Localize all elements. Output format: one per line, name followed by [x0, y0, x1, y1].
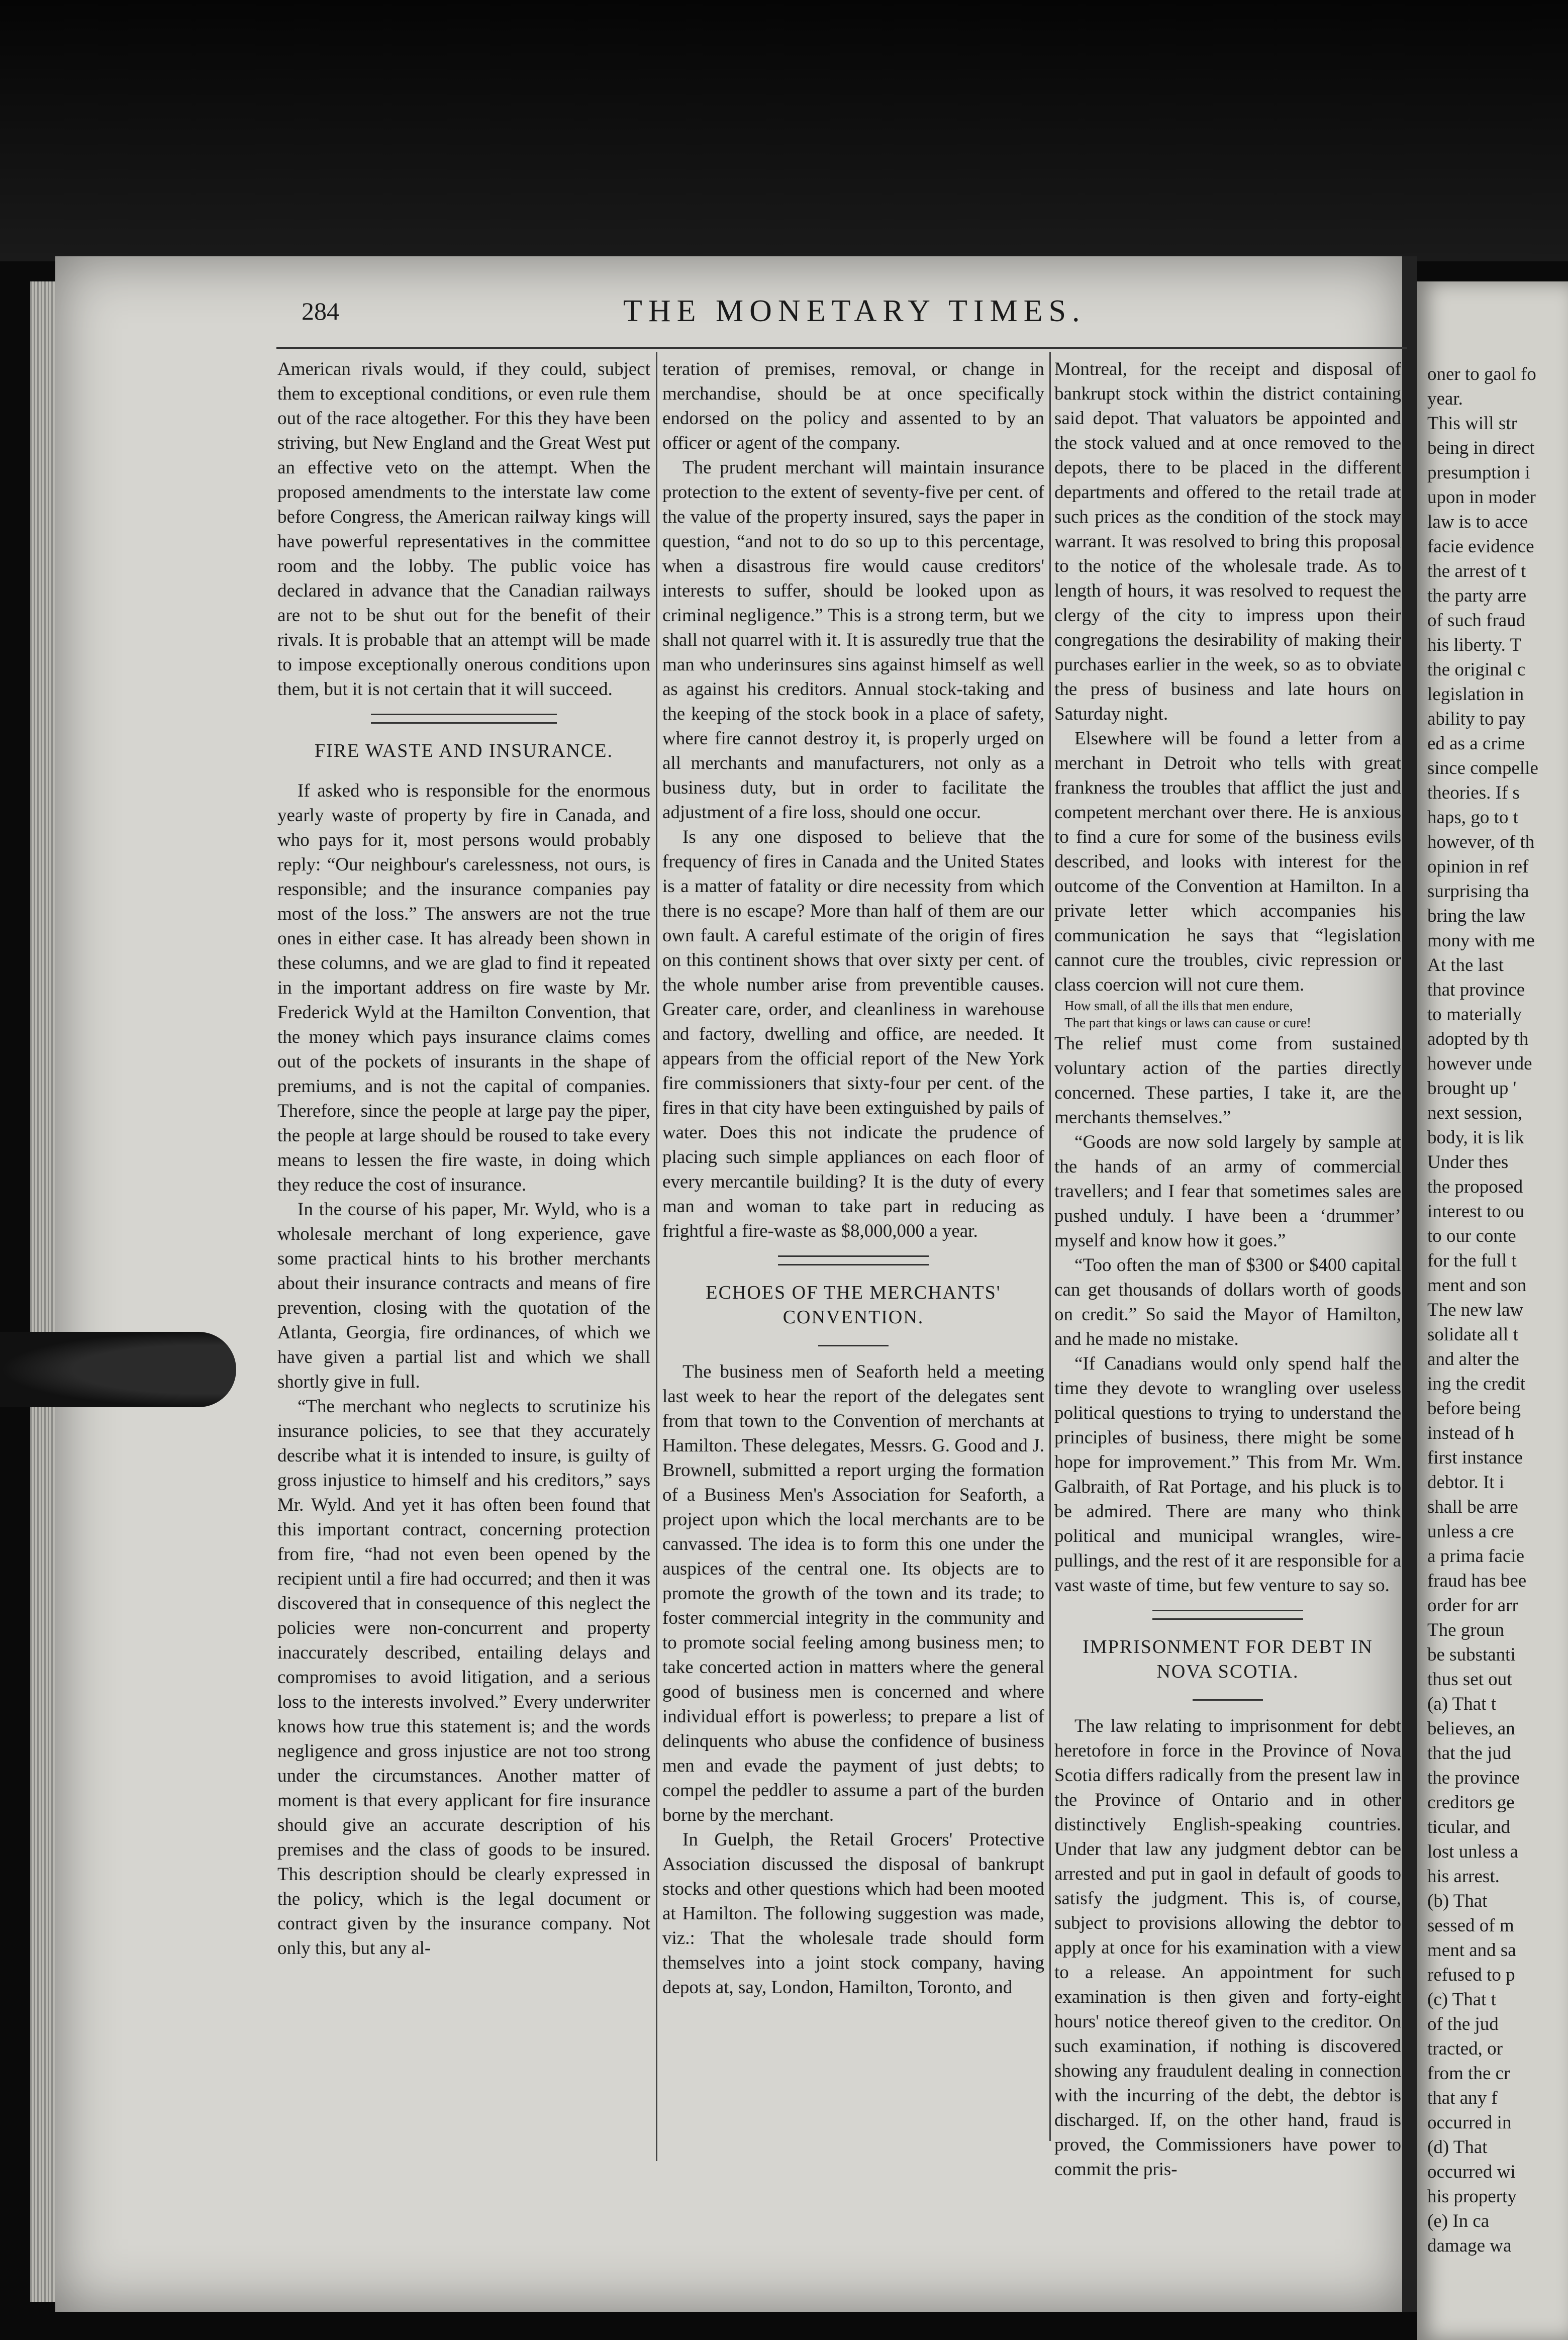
paragraph: teration of premises, removal, or change in merchandise, should be at once specifically endorsed on the policy and assented to by an officer or agent of the company.	[662, 359, 1044, 453]
book-gutter	[1402, 256, 1417, 2312]
adjacent-page-line: the original c	[1427, 659, 1526, 680]
adjacent-page-line: opinion in ref	[1427, 856, 1529, 877]
paragraph: “Too often the man of $300 or $400 capital can get thousands of dollars worth of goods on credit.” So said the Mayor of Hamilton, and he made no mistake.	[1054, 1255, 1401, 1349]
adjacent-page-line: for the full t	[1427, 1250, 1517, 1271]
paragraph: “Goods are now sold largely by sample at the hands of an army of commercial travellers; and I fear that sometimes sales are pushed unduly. I have been a ‘drummer’ myself and know how it goes.”	[1054, 1132, 1401, 1251]
adjacent-page-line: ability to pay	[1427, 709, 1526, 729]
adjacent-page-line: The groun	[1427, 1620, 1505, 1640]
adjacent-page-line: sessed of m	[1427, 1915, 1514, 1936]
adjacent-page-line: of such fraud	[1427, 610, 1526, 631]
paragraph: “The merchant who neglects to scrutinize his insurance policies, to see that they accurately describe what it is intended to insure, is guilty of gross injustice to himself and his creditors,” says Mr. Wyld. And yet it has often been found that this important contract, concerning protection from fire, “had not even been opened by the recipient until a fire had occurred; and then it was discovered that in consequence of this neglect the policies were non-concurrent and property inaccurately described, entailing delays and compromises to avoid litigation, and a serious loss to the interests involved.” Every underwriter knows how true this statement is; and the words negligence and gross injustice are not too strong under the circumstances. Another matter of moment is that every applicant for fire insurance should give an accurate description of his premises and the class of goods to be insured. This description should be clearly expressed in the policy, which is the legal document or contract given by the insurance company. Not only this, but any al-	[277, 1396, 650, 1959]
adjacent-page-line: tracted, or	[1427, 2038, 1503, 2059]
paragraph: Montreal, for the receipt and disposal of bankrupt stock within the district containing said depot. That valuators be appointed and the stock valued and at once removed to the depots, there to be placed in the different departments and offered to the retail trade at such prices as the condition of the stock may warrant. It was resolved to bring this proposal to the notice of the wholesale trade. As to length of hours, it was resolved to request the clergy of the city to impress upon their congregations the desirability of making their purchases earlier in the week, so as to obviate the press of business and late hours on Saturday night.	[1054, 359, 1401, 724]
adjacent-page-line: the province	[1427, 1768, 1520, 1788]
adjacent-page-line: his arrest.	[1427, 1866, 1500, 1887]
adjacent-page-line: surprising tha	[1427, 881, 1529, 902]
column-2	[662, 357, 1044, 2000]
adjacent-page-line: At the last	[1427, 955, 1504, 976]
adjacent-page-line: (a) That t	[1427, 1694, 1496, 1714]
section-divider	[371, 714, 557, 724]
paragraph: American rivals would, if they could, subject them to exceptional conditions, or even rule them out of the race altogether. For this they have been striving, but New England and the Great West put an effective veto on the attempt. When the proposed amendments to the interstate law come before Congress, the American railway kings will have powerful representatives in the committee room and the lobby. The public voice has declared in advance that the Canadian railways are not to be shut out for the benefit of their rivals. It is probable that an attempt will be made to impose exceptionally onerous conditions upon them, but it is not certain that it will succeed.	[277, 359, 650, 700]
adjacent-page-line: the arrest of t	[1427, 561, 1526, 581]
adjacent-page-line: theories. If s	[1427, 783, 1520, 803]
adjacent-page-line: upon in moder	[1427, 487, 1536, 508]
adjacent-page-line: the proposed	[1427, 1177, 1523, 1197]
paragraph: The law relating to imprisonment for debt heretofore in force in the Province of Nova Scotia differs radically from the present law in the Province of Ontario and in other distinctively English-speaking countries. Under that law any judgment debtor can be arrested and put in gaol in default of goods to satisfy the judgment. This is, of course, subject to provisions allowing the debtor to apply at once for his examination with a view to a release. An appointment for such examination is then given and forty-eight hours' notice thereof given to the creditor. On such examination, if nothing is discovered showing any fraudulent dealing in connection with the incurring of the debt, the debtor is discharged. If, on the other hand, fraud is proved, the Commissioners have power to commit the pris-	[1054, 1716, 1401, 2180]
adjacent-page-line: creditors ge	[1427, 1792, 1515, 1813]
adjacent-page-line: (d) That	[1427, 2137, 1488, 2158]
adjacent-page-column	[1427, 362, 1563, 2258]
adjacent-page-line: haps, go to t	[1427, 807, 1518, 828]
adjacent-page-line: presumption i	[1427, 462, 1530, 483]
adjacent-page-line: from the cr	[1427, 2063, 1510, 2084]
adjacent-page-line: that the jud	[1427, 1743, 1511, 1764]
adjacent-page-line: ed as a crime	[1427, 733, 1525, 754]
adjacent-page-line: be substanti	[1427, 1644, 1516, 1665]
adjacent-page-line: debtor. It i	[1427, 1472, 1505, 1493]
adjacent-page-line: instead of h	[1427, 1423, 1514, 1443]
header-rule	[276, 347, 1407, 349]
paragraph: The relief must come from sustained voluntary action of the parties directly concerned. These parties, I take it, are the merchants themselves.”	[1054, 1033, 1401, 1128]
adjacent-page-line: solidate all t	[1427, 1324, 1518, 1345]
adjacent-page-line: the party arre	[1427, 586, 1527, 606]
adjacent-page-line: (c) That t	[1427, 1989, 1496, 2010]
adjacent-page-line: his liberty. T	[1427, 635, 1522, 655]
paragraph: The prudent merchant will maintain insurance protection to the extent of seventy-five per cent. of the value of the property insured, says the paper in question, “and not to do so up to this percentage, when a disastrous fire would cause creditors' interests to suffer, should be looked upon as criminal negligence.” This is a strong term, but we shall not quarrel with it. It is assuredly true that the man who underinsures sins against himself as well as against his creditors. Annual stock-taking and the keeping of the stock book in a place of safety, where fire cannot destroy it, is properly urged on all merchants and manufacturers, not only as a business duty, but in order to facilitate the adjustment of a fire loss, should one occur.	[662, 457, 1044, 823]
adjacent-page-line: facie evidence	[1427, 536, 1534, 557]
paragraph: “If Canadians would only spend half the time they devote to wrangling over useless political questions to trying to understand the principles of business, there might be some hope for improvement.” This from Mr. Wm. Galbraith, of Rat Portage, and his pluck is to be admired. There are many who think political and municipal wrangles, wire-pullings, and the rest of it are responsible for a vast waste of time, but few venture to say so.	[1054, 1353, 1401, 1596]
adjacent-page-line: occurred in	[1427, 2112, 1512, 2133]
adjacent-page-line: however unde	[1427, 1053, 1532, 1074]
adjacent-page-line: since compelle	[1427, 758, 1538, 778]
section-divider	[778, 1255, 929, 1265]
adjacent-page-line: shall be arre	[1427, 1497, 1518, 1517]
adjacent-page-line: that province	[1427, 980, 1525, 1000]
adjacent-page-line: ing the credit	[1427, 1374, 1526, 1394]
paragraph: Elsewhere will be found a letter from a merchant in Detroit who tells with great frankness the troubles that afflict the just and competent merchant over there. He is anxious to find a cure for some of the business evils described, and looks with interest for the outcome of the Convention at Hamilton. In a private letter which accompanies his communication he says that “legislation cannot cure the troubles, civic repression or class coercion will not cure them.	[1054, 728, 1401, 995]
verse-line: The part that kings or laws can cause or cure!	[1064, 1015, 1312, 1030]
adjacent-page-line: law is to acce	[1427, 512, 1528, 532]
adjacent-page-line: interest to ou	[1427, 1201, 1525, 1222]
article-heading-echoes: ECHOES OF THE MERCHANTS' CONVENTION.	[706, 1282, 1001, 1328]
adjacent-page-line: This will str	[1427, 413, 1517, 434]
column-3	[1054, 357, 1401, 2182]
page-weight-pointer	[0, 1332, 236, 1407]
adjacent-page-line: order for arr	[1427, 1595, 1518, 1616]
adjacent-page-line: that any f	[1427, 2088, 1498, 2108]
adjacent-page-line: believes, an	[1427, 1718, 1515, 1739]
column-rule-1	[656, 352, 657, 2161]
adjacent-page-line: legislation in	[1427, 684, 1524, 705]
adjacent-page-line: oner to gaol fo	[1427, 364, 1536, 384]
paragraph: If asked who is responsible for the enormous yearly waste of property by fire in Canada, and who pays for it, most persons would probably reply: “Our neighbour's carelessness, not ours, is responsible; and the insurance companies pay most of the loss.” The answers are not the true ones in either case. It has already been shown in these columns, and we are glad to find it repeated in the important address on fire waste by Mr. Frederick Wyld at the Hamilton Convention, that the money which pays insurance claims comes out of the pockets of insurants in the shape of premiums, and is not the capital of companies. Therefore, since the people at large pay the piper, the people at large should be roused to take every means to lessen the fire waste, in doing which they reduce the cost of insurance.	[277, 781, 650, 1195]
column-rule-2	[1049, 352, 1051, 2141]
adjacent-page-line: Under thes	[1427, 1152, 1509, 1173]
adjacent-page-line: however, of th	[1427, 832, 1535, 852]
paragraph: In the course of his paper, Mr. Wyld, who is a wholesale merchant of long experience, gave some practical hints to his brother merchants about their insurance contracts and means of fire prevention, closing with the quotation of the Atlanta, Georgia, fire ordinances, of which we have given a partial list and which we shall shortly give in full.	[277, 1199, 650, 1392]
masthead-title: THE MONETARY TIMES.	[623, 294, 1086, 328]
article-heading-imprisonment: IMPRISONMENT FOR DEBT IN NOVA SCOTIA.	[1083, 1636, 1373, 1682]
adjacent-page-line: damage wa	[1427, 2235, 1512, 2256]
adjacent-page-line: bring the law	[1427, 906, 1526, 926]
paragraph: The business men of Seaforth held a meeting last week to hear the report of the delegates sent from that town to the Convention of merchants at Hamilton. These delegates, Messrs. G. Good and J. Brownell, submitted a report urging the formation of a Business Men's Association for Seaforth, a project upon which the local merchants are to be canvassed. The idea is to form this one under the auspices of the central one. Its objects are to promote the growth of the town and its trade; to foster commercial integrity in the community and to promote social feeling among business men; to take concerted action in matters where the general good of business men is concerned and where individual effort is powerless; to prepare a list of delinquents who abuse the confidence of business men and evade the payment of just debts; to compel the peddler to assume a part of the burden borne by the merchant.	[662, 1361, 1044, 1825]
adjacent-page-line: first instance	[1427, 1447, 1523, 1468]
adjacent-page-line: his property	[1427, 2186, 1517, 2207]
adjacent-page-line: being in direct	[1427, 438, 1535, 458]
adjacent-page-line: body, it is lik	[1427, 1127, 1524, 1148]
adjacent-page-line: (b) That	[1427, 1891, 1488, 1911]
adjacent-page-line: unless a cre	[1427, 1521, 1514, 1542]
column-1	[277, 357, 650, 1961]
article-heading-fire-waste: FIRE WASTE AND INSURANCE.	[314, 740, 613, 761]
heading-rule	[818, 1345, 889, 1346]
adjacent-page-line: year.	[1427, 388, 1463, 409]
paragraph: In Guelph, the Retail Grocers' Protective Association discussed the disposal of bankrupt stocks and other questions which had been mooted at Hamilton. The following suggestion was made, viz.: That the wholesale trade should form themselves into a joint stock company, having depots at, say, London, Hamilton, Toronto, and	[662, 1829, 1044, 1998]
adjacent-page-line: refused to p	[1427, 1965, 1515, 1985]
adjacent-page-line: fraud has bee	[1427, 1571, 1527, 1591]
adjacent-page-line: occurred wi	[1427, 2162, 1516, 2182]
verse-line: How small, of all the ills that men endure,	[1064, 998, 1293, 1013]
adjacent-page-line: The new law	[1427, 1300, 1524, 1320]
section-divider	[1152, 1610, 1303, 1620]
adjacent-page-line: of the jud	[1427, 2014, 1499, 2034]
adjacent-page-line: ticular, and	[1427, 1817, 1510, 1837]
adjacent-page-line: lost unless a	[1427, 1841, 1518, 1862]
adjacent-page	[1417, 281, 1568, 2340]
adjacent-page-line: (e) In ca	[1427, 2211, 1490, 2231]
heading-rule	[1193, 1699, 1263, 1701]
adjacent-page-line: to materially	[1427, 1004, 1522, 1025]
adjacent-page-line: next session,	[1427, 1103, 1523, 1123]
adjacent-page-line: ment and son	[1427, 1275, 1527, 1296]
adjacent-page-line: mony with me	[1427, 930, 1535, 951]
adjacent-page-line: to our conte	[1427, 1226, 1516, 1246]
adjacent-page-line: a prima facie	[1427, 1546, 1525, 1567]
paragraph: Is any one disposed to believe that the frequency of fires in Canada and the United States is a matter of fatality or dire necessity from which there is no escape? More than half of them are our own fault. A careful estimate of the origin of fires on this continent shows that over sixty per cent. of the whole number arise from preventible causes. Greater care, order, and cleanliness in warehouse and factory, dwelling and office, are needed. It appears from the official report of the New York fire commissioners that sixty-four per cent. of the fires in that city have been extinguished by pails of water. Does this not indicate the prudence of placing such simple appliances on each floor of every mercantile building? It is the duty of every man and woman to take part in reducing as frightful a fire-waste as $8,000,000 a year.	[662, 827, 1044, 1241]
adjacent-page-line: adopted by th	[1427, 1029, 1529, 1049]
scan-backdrop	[0, 0, 1568, 261]
adjacent-page-line: brought up '	[1427, 1078, 1517, 1099]
adjacent-page-line: before being	[1427, 1398, 1521, 1419]
adjacent-page-line: thus set out	[1427, 1669, 1512, 1690]
page-number: 284	[302, 297, 339, 325]
adjacent-page-line: and alter the	[1427, 1349, 1519, 1370]
adjacent-page-line: ment and sa	[1427, 1940, 1516, 1961]
